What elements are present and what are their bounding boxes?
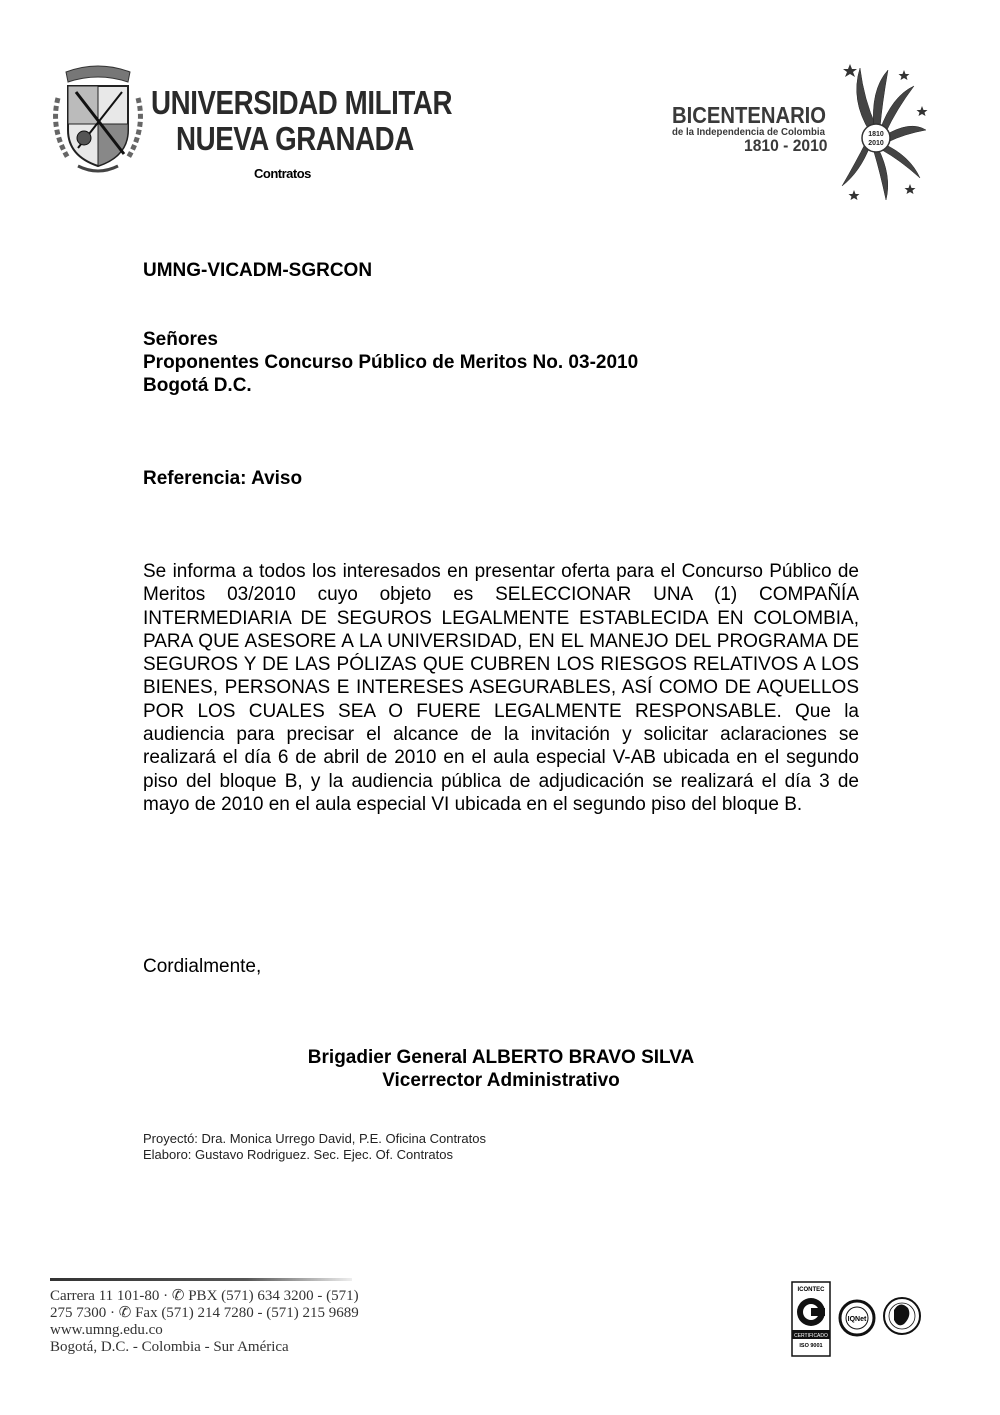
footer-address-line2: 275 7300 · ✆ Fax (571) 214 7280 - (571) 215 9689 [50, 1305, 359, 1321]
certification-logos [790, 1280, 925, 1360]
bicentenario-subtitle: de la Independencia de Colombia [672, 126, 825, 138]
umng-shield-icon [48, 58, 148, 178]
drafting-credits [143, 1131, 486, 1163]
signature-block [143, 1046, 859, 1092]
umng-logo [48, 58, 453, 183]
cert-iso-label: ISO 9001 [799, 1343, 823, 1349]
bicentenario-years: 1810 - 2010 [744, 136, 828, 155]
iqnet-label: IQNet [847, 1316, 867, 1323]
subject-line: Referencia: Aviso [143, 468, 303, 489]
cert-label: CERTIFICADO [794, 1333, 828, 1339]
signer-name: Brigadier General ALBERTO BRAVO SILVA [307, 1047, 695, 1068]
icontec-cert-icon [792, 1282, 830, 1356]
badge-year-top: 1810 [868, 131, 884, 138]
badge-year-bottom: 2010 [868, 140, 884, 147]
icontec-label: ICONTEC [797, 1287, 825, 1293]
projected-by: Proyectó: Dra. Monica Urrego David, P.E. Oficina Contratos [143, 1131, 486, 1146]
prepared-by: Elaboro: Gustavo Rodriguez. Sec. Ejec. Of. Contratos [143, 1147, 453, 1162]
signer-title: Vicerrector Administrativo [382, 1070, 620, 1091]
footer-divider [50, 1278, 352, 1281]
salutation: Señores [143, 329, 218, 350]
reference-code: UMNG-VICADM-SGRCON [143, 260, 373, 281]
org-name-line1: UNIVERSIDAD MILITAR [151, 84, 453, 121]
department-label: Contratos [254, 166, 311, 181]
quality-seal-icon [884, 1298, 920, 1334]
iqnet-cert-icon [840, 1301, 874, 1335]
footer-address [50, 1288, 359, 1356]
footer-city-country: Bogotá, D.C. - Colombia - Sur América [50, 1339, 289, 1355]
addressee-block [143, 328, 638, 397]
addressee-name: Proponentes Concurso Público de Meritos No. 03-2010 [143, 352, 639, 373]
org-name-line2: NUEVA GRANADA [176, 120, 414, 157]
bicentenario-title: BICENTENARIO [672, 102, 827, 128]
footer-address-line1: Carrera 11 101-80 · ✆ PBX (571) 634 3200 - (571) [50, 1288, 359, 1304]
footer-website: www.umng.edu.co [50, 1322, 163, 1338]
bicentenario-logo [670, 60, 930, 205]
closing: Cordialmente, [143, 956, 262, 977]
addressee-city: Bogotá D.C. [143, 375, 252, 396]
body-paragraph: Se informa a todos los interesados en presentar oferta para el Concurso Público de Meritos 03/2010 cuyo objeto es SELECCIONAR UNA (1) COMPAÑÍA INTERMEDIARIA DE SEGUROS LEGALMENTE ESTABLECIDA EN COLOMBIA, PARA QUE ASESORE A LA UNIVERSIDAD, EN EL MANEJO DEL PROGRAMA DE SEGUROS Y DE LAS PÓLIZAS QUE CUBREN LOS RIESGOS RELATIVOS A LOS BIENES, PERSONAS E INTERESES ASEGURABLES, ASÍ COMO DE AQUELLOS POR LOS CUALES SEA O FUERE LEGALMENTE RESPONSABLE. Que la audiencia para precisar el alcance de la invitación y solicitar aclaraciones se realizará el día 6 de abril de 2010 en el aula especial V-AB ubicada en el segundo piso del bloque B, y la audiencia pública de adjudicación se realizará el día 3 de mayo de 2010 en el aula especial VI ubicada en el segundo piso del bloque B. [143, 561, 859, 815]
bicentenario-star-burst-icon [830, 60, 930, 205]
